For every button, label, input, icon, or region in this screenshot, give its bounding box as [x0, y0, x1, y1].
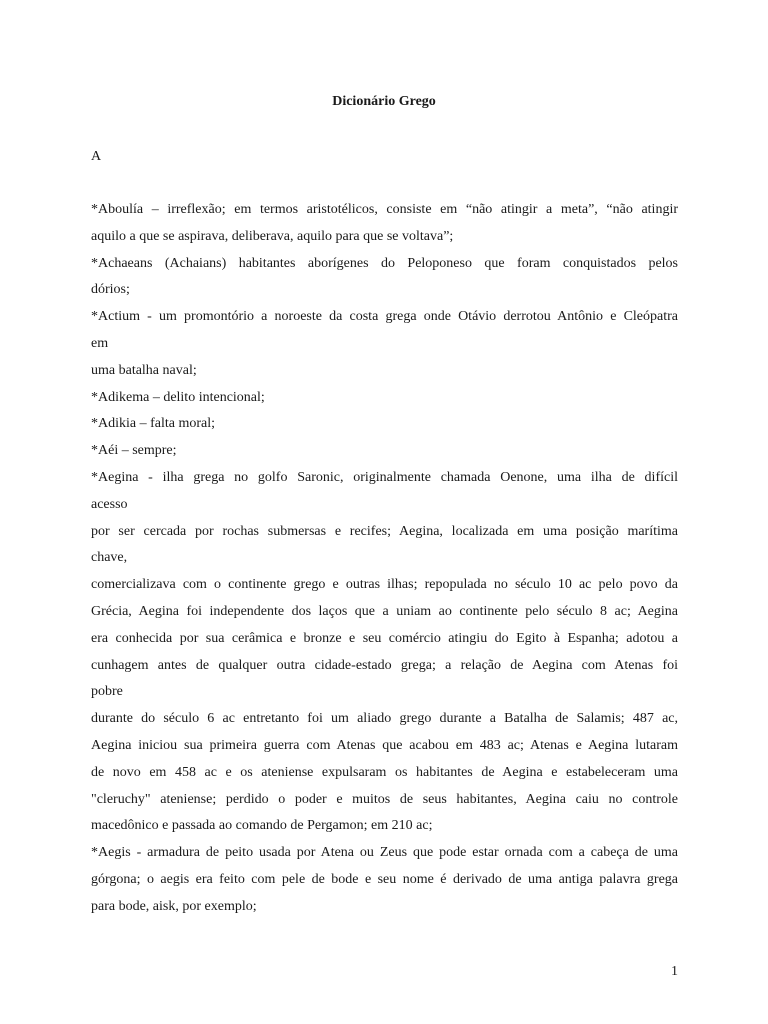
text-line: para bode, aisk, por exemplo;	[91, 899, 257, 914]
section-letter: A	[91, 149, 102, 164]
text-line: *Adikema – delito intencional;	[91, 390, 265, 405]
text-line: cunhagem antes de qualquer outra cidade-estado grega; a relação de Aegina com Atenas foi	[91, 658, 678, 673]
text-line: pobre	[91, 684, 123, 699]
text-line: *Aboulía – irreflexão; em termos aristotélicos, consiste em “não atingir a meta”, “não atingir	[91, 202, 678, 217]
text-line: era conhecida por sua cerâmica e bronze e seu comércio atingiu do Egito à Espanha; adotou a	[91, 631, 678, 646]
text-line: *Actium - um promontório a noroeste da costa grega onde Otávio derrotou Antônio e Cleópatra	[91, 309, 678, 324]
text-line: "cleruchy" ateniense; perdido o poder e muitos de seus habitantes, Aegina caiu no controle	[91, 792, 678, 807]
text-line: *Aéi – sempre;	[91, 443, 177, 458]
text-line: aquilo a que se aspirava, deliberava, aquilo para que se voltava”;	[91, 229, 454, 244]
text-line: de novo em 458 ac e os ateniense expulsaram os habitantes de Aegina e estabeleceram uma	[91, 765, 678, 780]
page-number: 1	[671, 964, 678, 979]
document-title: Dicionário Grego	[332, 94, 436, 109]
text-line: durante do século 6 ac entretanto foi um aliado grego durante a Batalha de Salamis; 487 ac,	[91, 711, 678, 726]
text-line: por ser cercada por rochas submersas e recifes; Aegina, localizada em uma posição marítima	[91, 524, 678, 539]
text-line: em	[91, 336, 109, 351]
text-line: uma batalha naval;	[91, 363, 197, 378]
text-line: Aegina iniciou sua primeira guerra com Atenas que acabou em 483 ac; Atenas e Aegina lutaram	[91, 738, 678, 753]
text-line: acesso	[91, 497, 128, 512]
text-line: górgona; o aegis era feito com pele de bode e seu nome é derivado de uma antiga palavra grega	[91, 872, 678, 887]
text-line: *Aegina - ilha grega no golfo Saronic, originalmente chamada Oenone, uma ilha de difícil	[91, 470, 678, 485]
text-line: *Achaeans (Achaians) habitantes aborígenes do Peloponeso que foram conquistados pelos	[91, 256, 678, 271]
text-line: *Adikia – falta moral;	[91, 416, 216, 431]
text-line: Grécia, Aegina foi independente dos laços que a uniam ao continente pelo século 8 ac; Aegina	[91, 604, 678, 619]
text-line: *Aegis - armadura de peito usada por Atena ou Zeus que pode estar ornada com a cabeça de uma	[91, 845, 678, 860]
text-line: comercializava com o continente grego e outras ilhas; repopulada no século 10 ac pelo povo da	[91, 577, 678, 592]
text-line: dórios;	[91, 282, 130, 297]
text-line: macedônico e passada ao comando de Pergamon; em 210 ac;	[91, 818, 433, 833]
text-line: chave,	[91, 550, 128, 565]
